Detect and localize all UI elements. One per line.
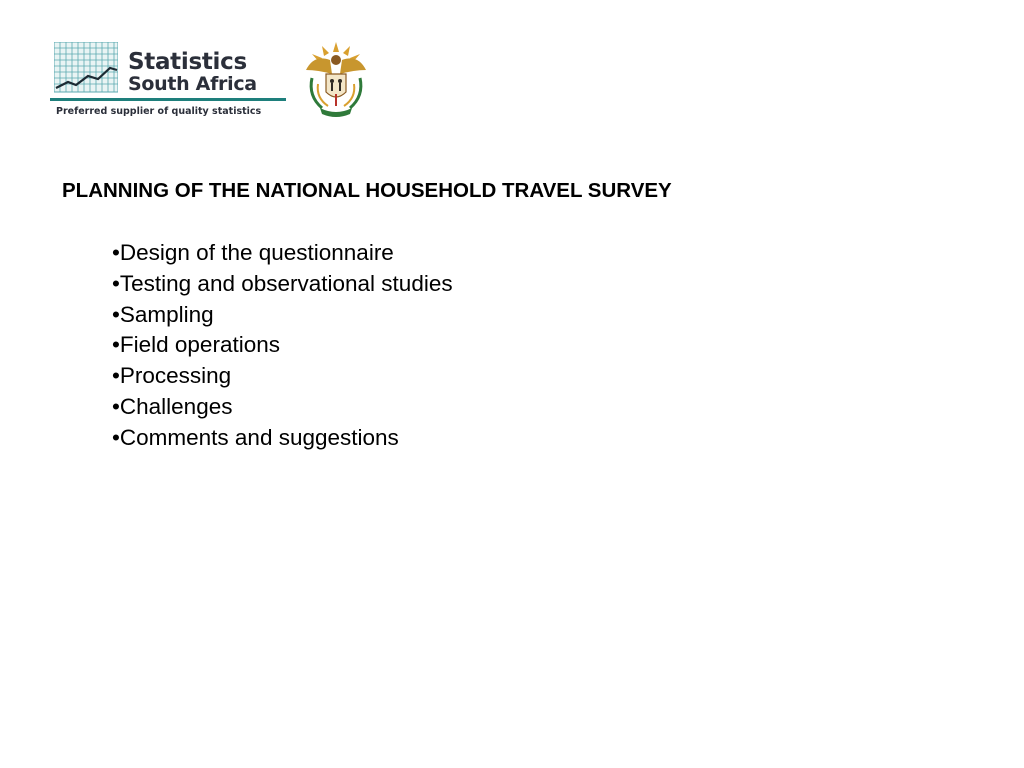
logo-tagline: Preferred supplier of quality statistics (56, 106, 262, 117)
list-item-text: Processing (119, 363, 232, 389)
statssa-logo (50, 38, 290, 124)
bullet-marker: • (112, 363, 120, 389)
coat-of-arms-icon (300, 40, 372, 120)
bullet-marker: • (112, 424, 120, 450)
agenda-list (112, 238, 453, 454)
bullet-marker: • (112, 301, 120, 327)
logo-title: Statistics (128, 49, 247, 75)
list-item (112, 361, 453, 392)
list-item (112, 392, 453, 423)
slide-title: PLANNING OF THE NATIONAL HOUSEHOLD TRAVEL SURVEY (62, 179, 672, 202)
list-item (112, 330, 453, 361)
list-item (112, 300, 453, 331)
list-item (112, 238, 453, 269)
list-item (112, 269, 453, 300)
list-item-text: Testing and observational studies (119, 270, 453, 296)
list-item-text: Design of the questionnaire (119, 240, 394, 265)
list-item-text: Sampling (119, 301, 214, 327)
bar-grid-chart-icon (54, 42, 118, 96)
logo-subtitle: South Africa (128, 73, 257, 95)
list-item-text: Comments and suggestions (119, 424, 399, 450)
list-item-text: Challenges (119, 393, 233, 419)
bullet-marker: • (112, 270, 120, 296)
bullet-marker: • (112, 240, 120, 265)
bullet-marker: • (112, 332, 120, 358)
list-item (112, 423, 453, 454)
list-item-text: Field operations (119, 332, 280, 358)
logo-divider (50, 98, 286, 101)
bullet-marker: • (112, 393, 120, 419)
